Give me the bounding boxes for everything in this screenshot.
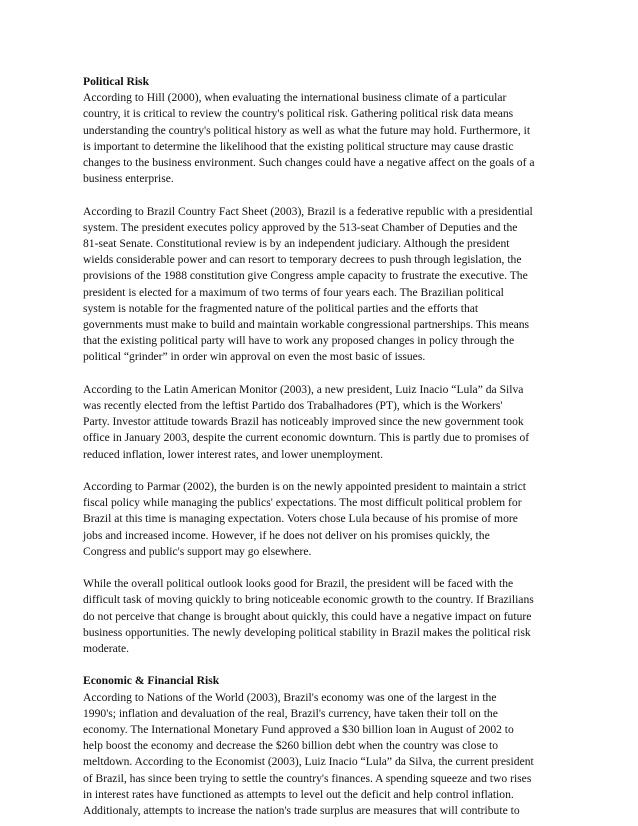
text-line: Congress and public's support may go elsewhere. [83, 544, 312, 558]
text-line: in interest rates have functioned as attempts to level out the deficit and help control inflation. [83, 787, 514, 801]
text-line: According to Hill (2000), when evaluating the international business climate of a particular [83, 91, 507, 105]
text-line: Brazil at this time is managing expectation. Voters chose Lula because of his promise of more [83, 512, 518, 526]
text-line: fiscal policy while managing the publics' expectations. The most difficult political problem for [83, 496, 522, 510]
text-line: difficult task of moving quickly to bring noticeable economic growth to the country. If Brazilians [83, 593, 534, 607]
text-line: moderate. [83, 642, 130, 656]
text-line: wields considerable power and can resort to temporary decrees to push through legislation, the [83, 253, 522, 267]
text-line: provisions of the 1988 constitution give Congress ample capacity to frustrate the executive. The [83, 269, 528, 283]
text-line: of Brazil, has since been trying to settle the country's finances. A spending squeeze and two rises [83, 771, 532, 785]
text-line: system is notable for the fragmented nature of the political parties and the efforts that [83, 301, 479, 315]
text-line: economy. The International Monetary Fund approved a $30 billion loan in August of 2002 to [83, 723, 514, 737]
text-line: According to Parmar (2002), the burden is on the newly appointed president to maintain a strict [83, 480, 527, 494]
text-line: According to Nations of the World (2003), Brazil's economy was one of the largest in the [83, 690, 497, 704]
paragraph [83, 479, 578, 560]
document-section [83, 74, 578, 657]
text-line: help boost the economy and decrease the $260 billion debt when the country was close to [83, 739, 499, 753]
text-line: is important to determine the likelihood that the existing political structure may cause drastic [83, 139, 514, 153]
text-line: 1990's; inflation and devaluation of the real, Brazil's currency, have taken their toll on the [83, 706, 498, 720]
text-line: Party. Investor attitude towards Brazil has noticeably improved since the new government took [83, 415, 524, 429]
text-line: reduced inflation, lower interest rates, and lower unemployment. [83, 447, 384, 461]
text-line: office in January 2003, despite the current economic downturn. This is partly due to promises of [83, 431, 530, 445]
section-heading: Political Risk [83, 75, 150, 88]
text-line: do not perceive that change is brought about quickly, this could have a negative impact on future [83, 609, 532, 623]
text-line: understanding the country's political history as well as what the future may hold. Furthermore, it [83, 123, 531, 137]
text-line: system. The president executes policy approved by the 513-seat Chamber of Deputies and the [83, 220, 518, 234]
text-line: country, it is critical to review the country's political risk. Gathering political risk data means [83, 107, 514, 121]
text-line: business opportunities. The newly developing political stability in Brazil makes the political risk [83, 625, 531, 639]
paragraph [83, 382, 578, 463]
text-line: 81-seat Senate. Constitutional review is by an independent judiciary. Although the president [83, 237, 510, 251]
text-line: political “grinder” in order win approval on even the most basic of issues. [83, 350, 426, 364]
text-line: business enterprise. [83, 172, 174, 186]
text-line: While the overall political outlook looks good for Brazil, the president will be faced with the [83, 577, 514, 591]
text-line: jobs and increased income. However, if he does not deliver on his promises quickly, the [83, 528, 490, 542]
document-body [83, 74, 578, 819]
text-line: meltdown. According to the Economist (2003), Luiz Inacio “Lula” da Silva, the current president [83, 755, 534, 769]
text-line: Additionaly, attempts to increase the nation's trade surplus are measures that will contribute to [83, 804, 520, 818]
text-line: president is elected for a maximum of two terms of four years each. The Brazilian political [83, 285, 504, 299]
text-line: governments must make to build and maintain workable congressional partnerships. This means [83, 318, 530, 332]
paragraph [83, 576, 578, 657]
text-line: that the existing political party will have to work any proposed changes in policy through the [83, 334, 515, 348]
text-line: was recently elected from the leftist Partido dos Trabalhadores (PT), which is the Workers' [83, 399, 503, 413]
text-line: According to the Latin American Monitor (2003), a new president, Luiz Inacio “Lula” da Silva [83, 382, 524, 396]
document-section [83, 673, 578, 819]
paragraph [83, 690, 578, 820]
paragraph [83, 90, 578, 187]
text-line: changes to the business environment. Such changes could have a negative affect on the goals of a [83, 156, 535, 170]
text-line: According to Brazil Country Fact Sheet (2003), Brazil is a federative republic with a presidential [83, 204, 533, 218]
section-heading: Economic & Financial Risk [83, 674, 220, 688]
paragraph [83, 204, 578, 366]
